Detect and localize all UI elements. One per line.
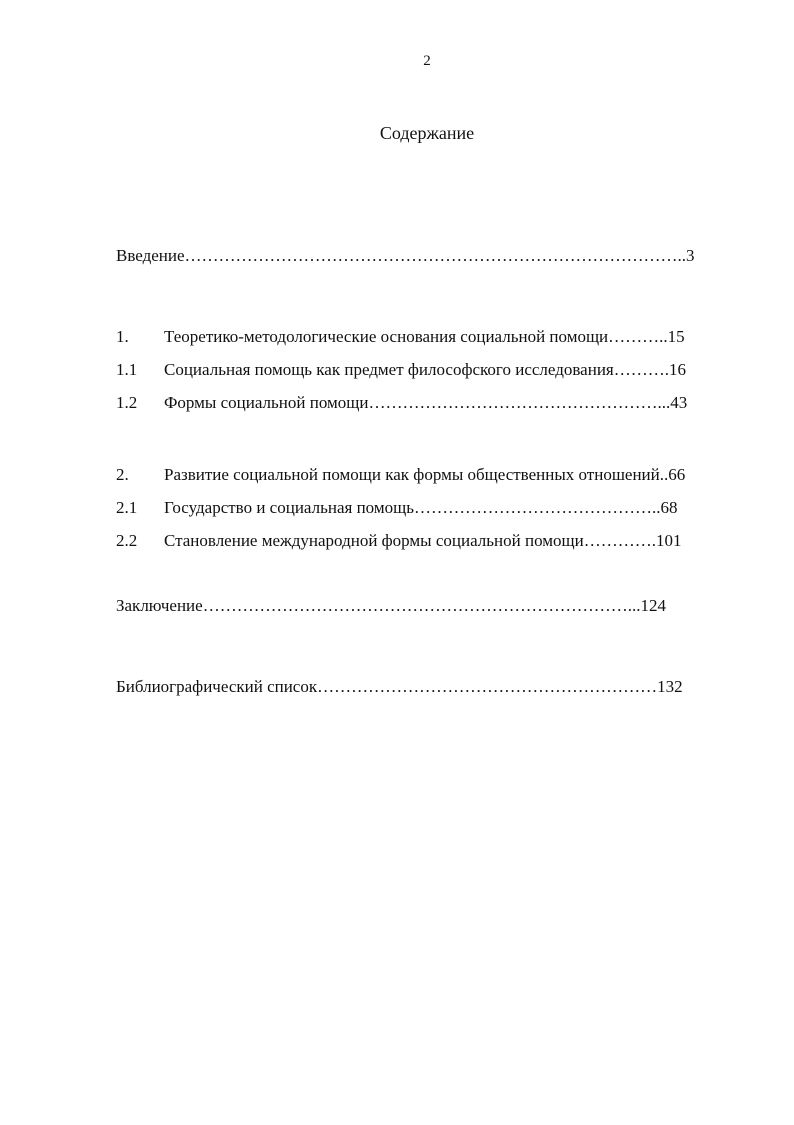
toc-entry-number: 1.2 <box>116 393 138 412</box>
toc-entry-section-1-1 <box>116 360 686 380</box>
toc-entry-text: Становление международной формы социальной помощи………….101 <box>164 531 682 550</box>
toc-entry-section-2-2 <box>116 531 681 551</box>
toc-entry-text: Формы социальной помощи……………………………………………...43 <box>164 393 688 412</box>
toc-entry-number: 2.1 <box>116 498 138 517</box>
toc-entry-number: 1. <box>116 327 129 346</box>
toc-entry-number: 2.2 <box>116 531 138 550</box>
toc-entry-chapter-2 <box>116 465 685 485</box>
toc-entry-chapter-1 <box>116 327 685 347</box>
page-title: Содержание <box>379 123 475 143</box>
toc-entry-number: 2. <box>116 465 129 484</box>
toc-entry-text: Теоретико-методологические основания социальной помощи………..15 <box>164 327 685 346</box>
toc-entry-number: 1.1 <box>116 360 138 379</box>
toc-entry-section-1-2 <box>116 393 687 413</box>
toc-entry-section-2-1 <box>116 498 677 518</box>
toc-entry-bibliography: Библиографический список……………………………………………………132 <box>116 677 683 696</box>
toc-entry-text: Социальная помощь как предмет философского исследования……….16 <box>164 360 686 379</box>
page-number: 2 <box>423 53 431 69</box>
toc-entry-text: Развитие социальной помощи как формы общественных отношений..66 <box>164 465 686 484</box>
toc-entry-intro: Введение……………………………………………………………………………..3 <box>116 246 695 265</box>
toc-entry-conclusion: Заключение…………………………………………………………………...124 <box>116 596 666 615</box>
toc-entry-text: Государство и социальная помощь……………………………………..68 <box>164 498 678 517</box>
